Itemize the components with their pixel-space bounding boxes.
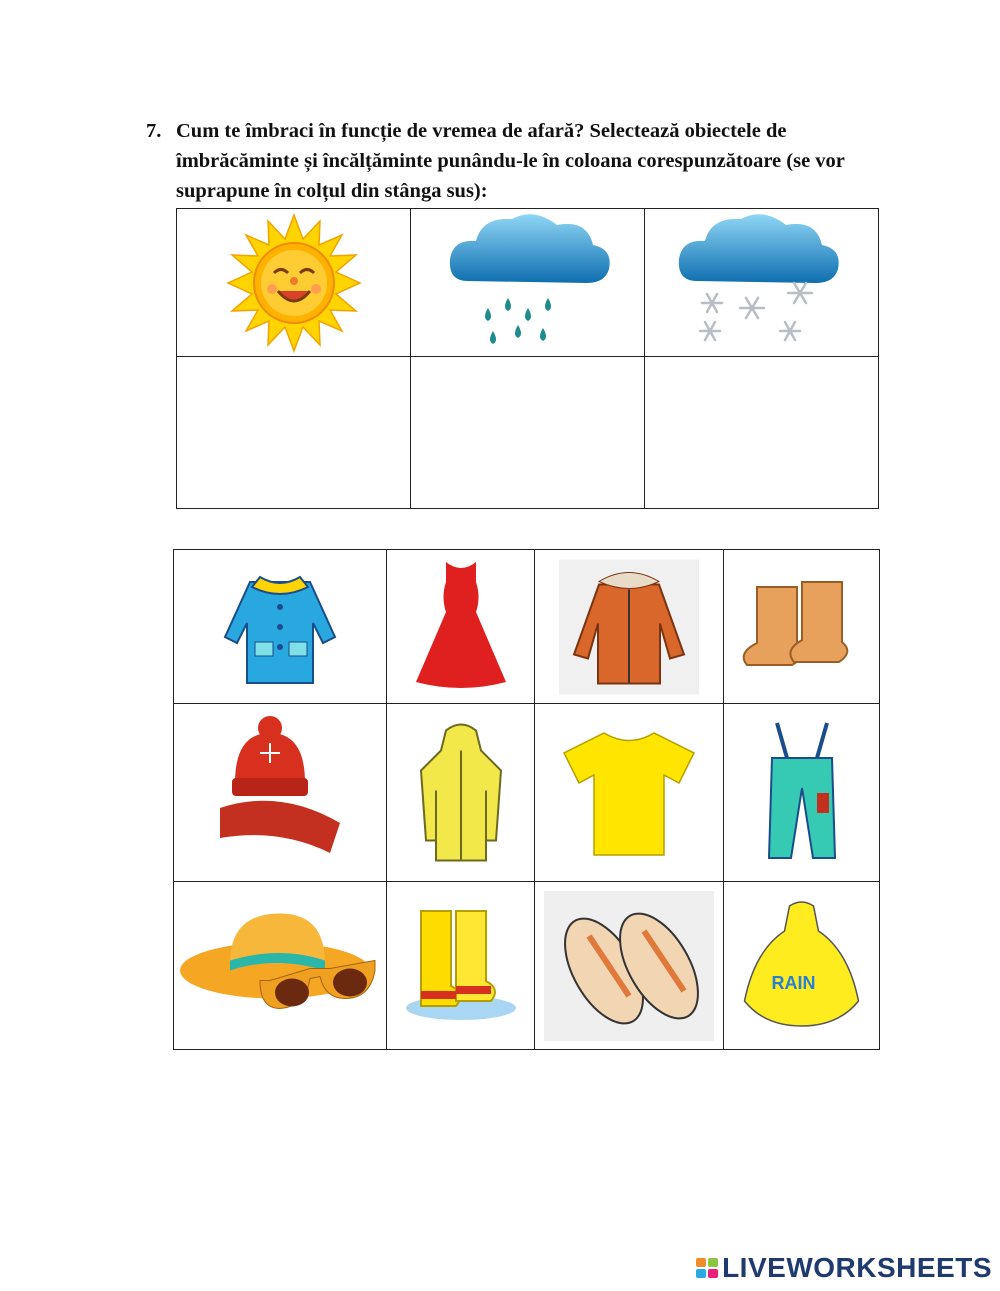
- question-text: Cum te îmbraci în funcție de vremea de afară? Selectează obiectele de îmbrăcăminte și încălțăminte punându-le în coloana corespunzătoare (se vor suprapune în colțul din stânga sus):: [176, 120, 845, 202]
- tshirt-icon[interactable]: [559, 728, 699, 858]
- item-cell[interactable]: [174, 882, 387, 1050]
- rain-cloud-icon: [443, 213, 613, 353]
- snow-cloud-icon: [672, 213, 852, 353]
- weather-cell-rainy: [411, 209, 645, 357]
- item-cell[interactable]: [174, 550, 387, 704]
- item-cell[interactable]: [724, 704, 880, 882]
- drop-zone-rainy[interactable]: [411, 357, 645, 509]
- sandals-icon[interactable]: [544, 891, 714, 1041]
- drop-zone-sunny[interactable]: [177, 357, 411, 509]
- weather-cell-snowy: [645, 209, 879, 357]
- item-cell[interactable]: [535, 550, 724, 704]
- liveworksheets-logo: [696, 1252, 992, 1284]
- item-cell[interactable]: [387, 704, 535, 882]
- question-number: 7.: [146, 120, 162, 142]
- item-cell[interactable]: [387, 882, 535, 1050]
- red-dress-icon[interactable]: [406, 557, 516, 697]
- raincoat-icon[interactable]: [411, 720, 511, 865]
- items-table: [173, 549, 880, 1050]
- item-cell[interactable]: [724, 550, 880, 704]
- rain-boots-icon[interactable]: [401, 906, 521, 1026]
- item-cell[interactable]: [174, 704, 387, 882]
- weather-table: [176, 208, 879, 509]
- blue-coat-icon[interactable]: [215, 562, 345, 692]
- sun-icon: [209, 213, 379, 353]
- poncho-label: RAIN: [771, 972, 815, 993]
- drop-zone-snowy[interactable]: [645, 357, 879, 509]
- question-block: [146, 116, 876, 206]
- item-cell[interactable]: [535, 882, 724, 1050]
- item-cell[interactable]: [724, 882, 880, 1050]
- item-cell[interactable]: [535, 704, 724, 882]
- sun-hat-sunglasses-icon[interactable]: [180, 908, 380, 1023]
- rain-poncho-icon[interactable]: [739, 901, 864, 1031]
- winter-hat-scarf-icon[interactable]: [210, 713, 350, 873]
- logo-mark: [696, 1258, 718, 1278]
- logo-text: LIVEWORKSHEETS: [722, 1252, 992, 1283]
- winter-jacket-icon[interactable]: [559, 559, 699, 694]
- ski-pants-icon[interactable]: [757, 718, 847, 868]
- winter-boots-icon[interactable]: [737, 577, 867, 677]
- item-cell[interactable]: [387, 550, 535, 704]
- weather-cell-sunny: [177, 209, 411, 357]
